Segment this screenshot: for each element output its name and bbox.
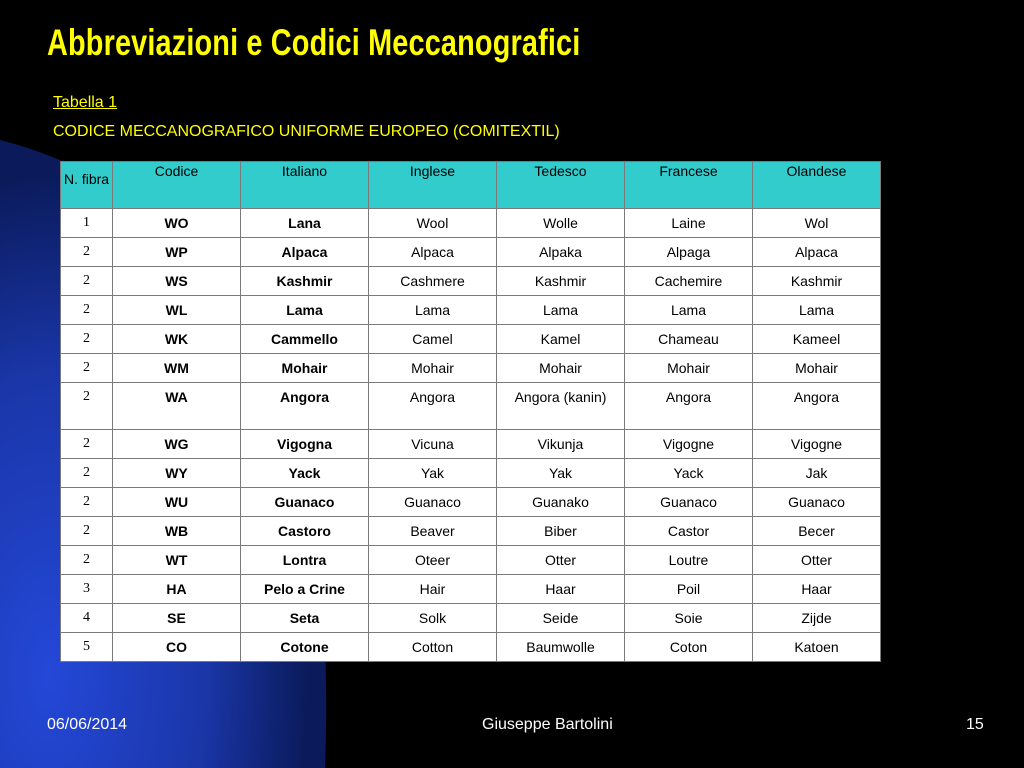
cell-olandese: Lama [753, 296, 881, 325]
cell-olandese: Wol [753, 209, 881, 238]
table-row [61, 575, 881, 604]
cell-n-fibra: 5 [61, 633, 113, 662]
cell-inglese: Cotton [369, 633, 497, 662]
cell-codice: WY [113, 459, 241, 488]
cell-inglese: Oteer [369, 546, 497, 575]
cell-codice: WU [113, 488, 241, 517]
table-row [61, 238, 881, 267]
cell-olandese: Angora [753, 383, 881, 430]
cell-codice: WT [113, 546, 241, 575]
slide-title: Abbreviazioni e Codici Meccanografici [47, 22, 581, 63]
cell-francese: Poil [625, 575, 753, 604]
fiber-codes-table [60, 161, 881, 662]
cell-tedesco: Otter [497, 546, 625, 575]
cell-olandese: Becer [753, 517, 881, 546]
cell-francese: Alpaga [625, 238, 753, 267]
cell-tedesco: Alpaka [497, 238, 625, 267]
cell-inglese: Hair [369, 575, 497, 604]
cell-tedesco: Biber [497, 517, 625, 546]
header-italiano: Italiano [241, 162, 369, 209]
cell-inglese: Camel [369, 325, 497, 354]
cell-inglese: Lama [369, 296, 497, 325]
cell-tedesco: Baumwolle [497, 633, 625, 662]
cell-codice: SE [113, 604, 241, 633]
cell-n-fibra: 2 [61, 488, 113, 517]
cell-francese: Angora [625, 383, 753, 430]
table-row [61, 296, 881, 325]
cell-inglese: Beaver [369, 517, 497, 546]
cell-francese: Chameau [625, 325, 753, 354]
cell-codice: WL [113, 296, 241, 325]
cell-codice: HA [113, 575, 241, 604]
cell-n-fibra: 2 [61, 517, 113, 546]
table-row [61, 383, 881, 430]
cell-tedesco: Angora (kanin) [497, 383, 625, 430]
cell-inglese: Wool [369, 209, 497, 238]
cell-olandese: Jak [753, 459, 881, 488]
cell-n-fibra: 2 [61, 459, 113, 488]
cell-italiano: Seta [241, 604, 369, 633]
cell-inglese: Yak [369, 459, 497, 488]
cell-francese: Laine [625, 209, 753, 238]
cell-italiano: Cammello [241, 325, 369, 354]
cell-inglese: Guanaco [369, 488, 497, 517]
cell-italiano: Alpaca [241, 238, 369, 267]
cell-tedesco: Mohair [497, 354, 625, 383]
table-row [61, 546, 881, 575]
cell-n-fibra: 1 [61, 209, 113, 238]
cell-olandese: Kashmir [753, 267, 881, 296]
footer-date: 06/06/2014 [47, 716, 128, 733]
cell-inglese: Solk [369, 604, 497, 633]
cell-italiano: Castoro [241, 517, 369, 546]
cell-n-fibra: 2 [61, 267, 113, 296]
cell-codice: WM [113, 354, 241, 383]
cell-olandese: Haar [753, 575, 881, 604]
cell-n-fibra: 2 [61, 238, 113, 267]
cell-n-fibra: 2 [61, 546, 113, 575]
cell-francese: Vigogne [625, 430, 753, 459]
cell-olandese: Otter [753, 546, 881, 575]
cell-italiano: Lontra [241, 546, 369, 575]
cell-codice: WA [113, 383, 241, 430]
table-row [61, 430, 881, 459]
cell-olandese: Guanaco [753, 488, 881, 517]
cell-tedesco: Vikunja [497, 430, 625, 459]
table-row [61, 354, 881, 383]
table-body [61, 209, 881, 662]
footer-page-number: 15 [966, 716, 984, 733]
cell-tedesco: Kashmir [497, 267, 625, 296]
cell-francese: Yack [625, 459, 753, 488]
cell-olandese: Mohair [753, 354, 881, 383]
cell-inglese: Mohair [369, 354, 497, 383]
cell-n-fibra: 2 [61, 296, 113, 325]
cell-olandese: Vigogne [753, 430, 881, 459]
cell-olandese: Alpaca [753, 238, 881, 267]
cell-n-fibra: 4 [61, 604, 113, 633]
header-olandese: Olandese [753, 162, 881, 209]
cell-francese: Lama [625, 296, 753, 325]
table-row [61, 325, 881, 354]
cell-francese: Guanaco [625, 488, 753, 517]
cell-codice: CO [113, 633, 241, 662]
table-row [61, 604, 881, 633]
cell-francese: Loutre [625, 546, 753, 575]
cell-codice: WP [113, 238, 241, 267]
cell-francese: Soie [625, 604, 753, 633]
cell-tedesco: Wolle [497, 209, 625, 238]
cell-tedesco: Guanako [497, 488, 625, 517]
cell-codice: WO [113, 209, 241, 238]
header-inglese: Inglese [369, 162, 497, 209]
cell-n-fibra: 2 [61, 354, 113, 383]
cell-francese: Coton [625, 633, 753, 662]
footer-author: Giuseppe Bartolini [482, 716, 613, 733]
table-caption: Tabella 1 [53, 94, 118, 111]
cell-inglese: Angora [369, 383, 497, 430]
table-row [61, 517, 881, 546]
cell-italiano: Cotone [241, 633, 369, 662]
cell-olandese: Katoen [753, 633, 881, 662]
table-row [61, 459, 881, 488]
cell-n-fibra: 3 [61, 575, 113, 604]
cell-francese: Castor [625, 517, 753, 546]
cell-tedesco: Haar [497, 575, 625, 604]
cell-codice: WB [113, 517, 241, 546]
header-n-fibra: N. fibra [61, 162, 113, 209]
table-row [61, 267, 881, 296]
cell-tedesco: Kamel [497, 325, 625, 354]
table-row [61, 488, 881, 517]
table-row [61, 633, 881, 662]
cell-tedesco: Seide [497, 604, 625, 633]
cell-italiano: Yack [241, 459, 369, 488]
header-codice: Codice [113, 162, 241, 209]
cell-italiano: Guanaco [241, 488, 369, 517]
cell-tedesco: Lama [497, 296, 625, 325]
table-subtitle: CODICE MECCANOGRAFICO UNIFORME EUROPEO (COMITEXTIL) [53, 123, 560, 140]
cell-inglese: Alpaca [369, 238, 497, 267]
cell-n-fibra: 2 [61, 383, 113, 430]
table-row [61, 209, 881, 238]
cell-codice: WS [113, 267, 241, 296]
cell-italiano: Kashmir [241, 267, 369, 296]
cell-inglese: Cashmere [369, 267, 497, 296]
cell-olandese: Kameel [753, 325, 881, 354]
cell-n-fibra: 2 [61, 430, 113, 459]
cell-olandese: Zijde [753, 604, 881, 633]
cell-n-fibra: 2 [61, 325, 113, 354]
header-tedesco: Tedesco [497, 162, 625, 209]
cell-italiano: Lana [241, 209, 369, 238]
cell-francese: Cachemire [625, 267, 753, 296]
cell-italiano: Mohair [241, 354, 369, 383]
cell-italiano: Pelo a Crine [241, 575, 369, 604]
cell-italiano: Vigogna [241, 430, 369, 459]
cell-tedesco: Yak [497, 459, 625, 488]
cell-codice: WG [113, 430, 241, 459]
header-francese: Francese [625, 162, 753, 209]
table-header-row [61, 162, 881, 209]
cell-italiano: Angora [241, 383, 369, 430]
cell-italiano: Lama [241, 296, 369, 325]
cell-codice: WK [113, 325, 241, 354]
cell-inglese: Vicuna [369, 430, 497, 459]
cell-francese: Mohair [625, 354, 753, 383]
